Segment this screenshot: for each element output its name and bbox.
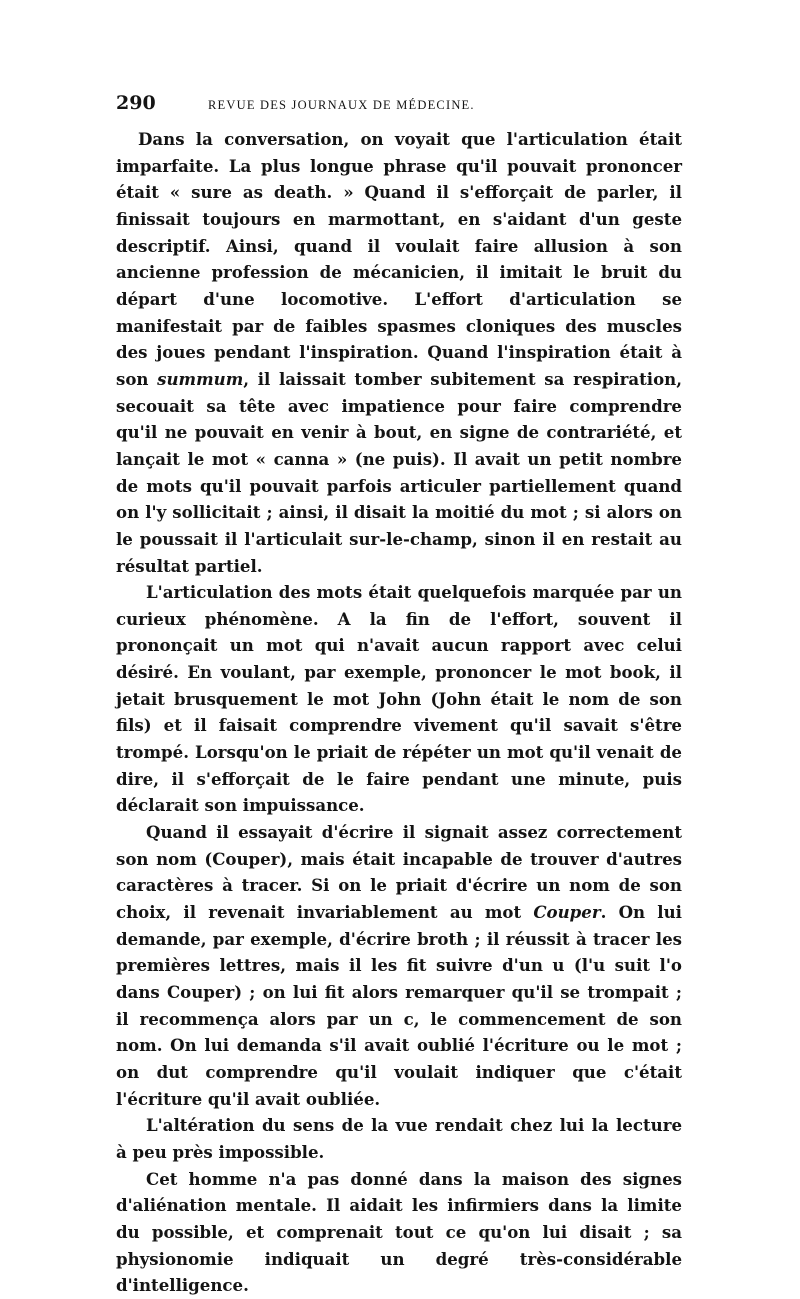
paragraph: Cet homme n'a pas donné dans la maison des signes d'aliénation mentale. Il aidait les infirmiers dans la limite du possible, et comprenait tout ce qu'on lui disait ; sa physionomie indiquait un degré très-considérable d'intelligence. — [116, 1168, 682, 1296]
page-header — [116, 92, 682, 120]
running-head: REVUE DES JOURNAUX DE MÉDECINE. — [208, 98, 475, 112]
italic-term: Couper — [533, 902, 601, 923]
italic-term: summum — [157, 368, 244, 389]
paragraph-text: Quand il essayait d'écrire il signait assez correctement son nom (Couper), mais était incapable de trouver d'autres caractères à tracer. Si on le priait d'écrire un nom de son choix, il revenait invariablement au mot — [116, 822, 682, 923]
paragraph: L'articulation des mots était quelquefois marquée par un curieux phénomène. A la fin de l'effort, souvent il prononçait un mot qui n'avait aucun rapport avec celui désiré. En voulant, par exemple, prononcer le mot book, il jetait brusquement le mot John (John était le nom de son fils) et il faisait comprendre vivement qu'il savait s'être trompé. Lorsqu'on le priait de répéter un mot qu'il venait de dire, il s'efforçait de le faire pendant une minute, puis déclarait son impuissance. — [116, 582, 682, 816]
paragraph — [116, 126, 682, 579]
document-page — [116, 92, 682, 1299]
paragraph-text: , il laissait tomber subitement sa respiration, secouait sa tête avec impatience pour faire comprendre qu'il ne pouvait en venir à bout, en signe de contrariété, et lançait le mot « canna » (ne puis). Il avait un petit nombre de mots qu'il pouvait parfois articuler partiellement quand on l'y sollicitait ; ainsi, il disait la moitié du mot ; si alors on le poussait il l'articulait sur-le-champ, sinon il en restait au résultat partiel. — [116, 368, 682, 576]
paragraph — [116, 819, 682, 1112]
paragraph-text: . On lui demande, par exemple, d'écrire broth ; il réussit à tracer les premières lettres, mais il les fit suivre d'un u (l'u suit l'o dans Couper) ; on lui fit alors remarquer qu'il se trompait ; il recommença alors par un c, le commencement de son nom. On lui demanda s'il avait oublié l'écriture ou le mot ; on dut comprendre qu'il voulait indiquer que c'était l'écriture qu'il avait oubliée. — [116, 902, 682, 1109]
body-text — [116, 126, 682, 1299]
paragraph: L'altération du sens de la vue rendait chez lui la lecture à peu près impossible. — [116, 1115, 682, 1162]
page-number: 290 — [116, 92, 156, 114]
paragraph-text: Dans la conversation, on voyait que l'articulation était imparfaite. La plus longue phrase qu'il pouvait prononcer était « sure as death. » Quand il s'efforçait de parler, il finissait toujours en marmottant, en s'aidant d'un geste descriptif. Ainsi, quand il voulait faire allusion à son ancienne profession de mécanicien, il imitait le bruit du départ d'une locomotive. L'effort d'articulation se manifestait par de faibles spasmes cloniques des muscles des joues pendant l'inspiration. Quand l'inspiration était à son — [116, 129, 682, 389]
